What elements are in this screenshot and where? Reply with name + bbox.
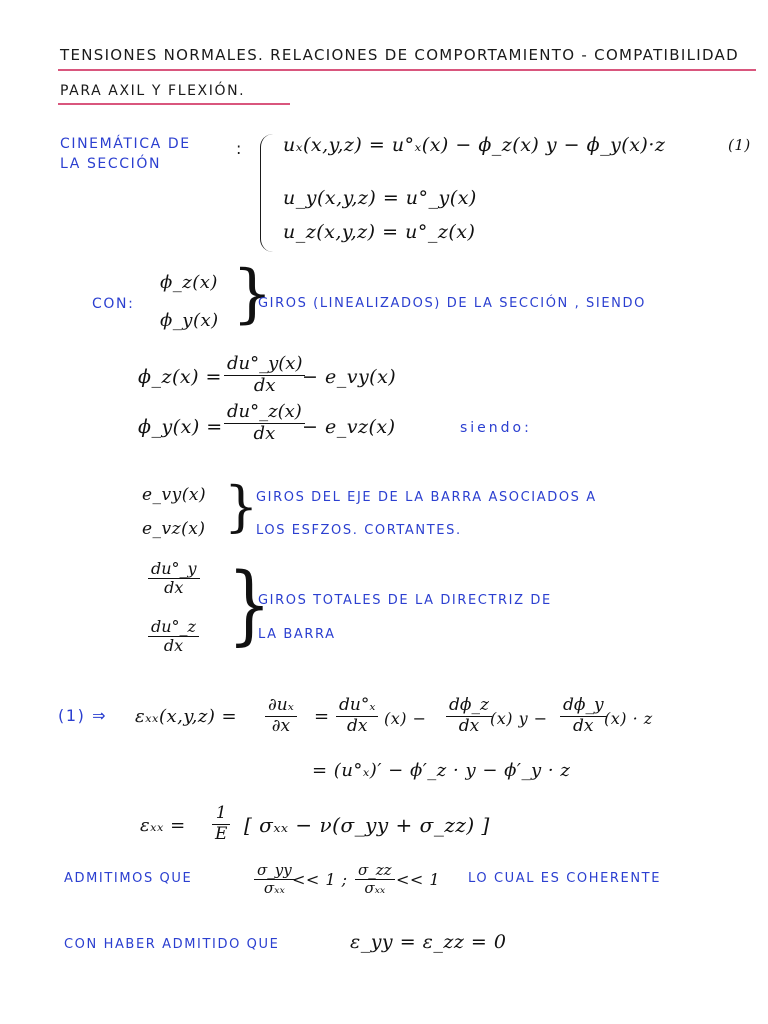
equation-uz: u_z(x,y,z) = u°_z(x) — [283, 221, 476, 243]
fraction-denominator: dx — [458, 715, 480, 736]
dphiy-dx — [560, 696, 607, 736]
title-underline — [58, 69, 756, 71]
fraction-denominator: dx — [164, 578, 184, 598]
shear-brace: } — [224, 475, 259, 538]
fraction-denominator: dx — [253, 374, 276, 396]
total-rotations-description-1: GIROS TOTALES DE LA DIRECTRIZ DE — [258, 593, 552, 608]
strain-term-c-arg: (x) y − — [490, 709, 548, 728]
fraction-numerator: σ_zz — [355, 862, 395, 880]
much-less-than-1: << 1 ; — [292, 870, 348, 889]
partial-ux-partial-x — [265, 696, 297, 736]
strain-term-b-arg: (x) − — [384, 709, 427, 728]
fraction-numerator: du°ₓ — [336, 696, 378, 717]
total-rotations-brace: } — [227, 555, 272, 655]
strain-lhs: εₓₓ(x,y,z) = — [135, 706, 238, 727]
coherente-text: LO CUAL ES COHERENTE — [468, 871, 662, 886]
du0y-over-dx — [224, 354, 305, 396]
phi-y-term: ϕ_y(x) — [160, 310, 219, 331]
fraction-numerator: du°_y(x) — [224, 354, 305, 376]
fraction-denominator: E — [215, 823, 228, 844]
fraction-numerator: du°_y — [148, 560, 200, 579]
fraction-denominator: σₓₓ — [364, 879, 386, 898]
fraction-denominator: dx — [573, 715, 594, 736]
shear-description-2: LOS ESFZOS. CORTANTES. — [256, 523, 462, 538]
fraction-numerator: dϕ_z — [446, 696, 492, 717]
fraction-denominator: dx — [163, 636, 184, 656]
fraction-numerator: du°_z(x) — [224, 402, 305, 424]
equation-number-1: (1) — [728, 136, 751, 154]
fraction-numerator: σ_yy — [254, 862, 295, 880]
page-title: TENSIONES NORMALES. RELACIONES DE COMPORTAMIENTO - COMPATIBILIDAD — [60, 46, 739, 64]
strain-equals: = — [314, 706, 330, 727]
one-over-e — [212, 804, 230, 844]
fraction-numerator: dϕ_y — [560, 696, 607, 717]
zero-strain-equation: ε_yy = ε_zz = 0 — [350, 931, 507, 953]
du0z-over-dx — [224, 402, 305, 444]
phi-y-shear-term: − e_vz(x) — [302, 416, 396, 438]
du0x-dx — [336, 696, 378, 736]
phi-z-lhs: ϕ_z(x) = — [138, 366, 222, 388]
equation-ux: uₓ(x,y,z) = u°ₓ(x) − ϕ_z(x) y − ϕ_y(x)·z — [283, 134, 666, 156]
fraction-denominator: ∂x — [271, 715, 291, 736]
kinematics-label-2: LA SECCIÓN — [60, 156, 162, 172]
kinematics-colon: : — [236, 139, 243, 158]
kinematics-brace — [260, 134, 273, 252]
fraction-numerator: ∂uₓ — [265, 696, 297, 717]
much-less-than-2: << 1 — [396, 870, 441, 889]
strain-reference: (1) ⇒ — [58, 706, 108, 725]
admitimos-text: ADMITIMOS QUE — [64, 871, 193, 886]
evz-term: e_vz(x) — [142, 519, 206, 539]
con-label: CON: — [92, 296, 135, 312]
syy-over-sxx — [254, 862, 295, 898]
dphiz-dx — [446, 696, 492, 736]
conclusion-text: CON HABER ADMITIDO QUE — [64, 937, 280, 952]
strain-simplified: = (u°ₓ)′ − ϕ′_z · y − ϕ′_y · z — [312, 760, 571, 781]
page-title-continued: PARA AXIL Y FLEXIÓN. — [60, 83, 246, 99]
total-rotations-description-2: LA BARRA — [258, 627, 336, 642]
fraction-numerator: 1 — [212, 804, 230, 825]
phi-z-term: ϕ_z(x) — [160, 272, 218, 293]
rotations-brace: } — [232, 257, 273, 331]
hooke-rhs: [ σₓₓ − ν(σ_yy + σ_zz) ] — [244, 813, 490, 837]
phi-z-shear-term: − e_vy(x) — [302, 366, 397, 388]
kinematics-label-1: CINEMÁTICA DE — [60, 136, 191, 152]
szz-over-sxx — [355, 862, 395, 898]
du0z-dx-fraction — [148, 618, 199, 656]
phi-y-lhs: ϕ_y(x) = — [138, 416, 223, 438]
title-underline-2 — [58, 103, 290, 105]
equation-uy: u_y(x,y,z) = u°_y(x) — [283, 187, 477, 209]
fraction-numerator: du°_z — [148, 618, 199, 637]
fraction-denominator: dx — [253, 422, 276, 444]
siendo-label: siendo: — [460, 420, 532, 436]
fraction-denominator: σₓₓ — [263, 879, 285, 898]
shear-description-1: GIROS DEL EJE DE LA BARRA ASOCIADOS A — [256, 490, 597, 505]
strain-term-d-arg: (x) · z — [604, 709, 653, 728]
evy-term: e_vy(x) — [142, 485, 207, 505]
du0y-dx-fraction — [148, 560, 200, 598]
hooke-lhs: εₓₓ = — [140, 815, 186, 836]
rotations-description: GIROS (LINEALIZADOS) DE LA SECCIÓN , SIENDO — [258, 296, 646, 311]
fraction-denominator: dx — [346, 715, 368, 736]
